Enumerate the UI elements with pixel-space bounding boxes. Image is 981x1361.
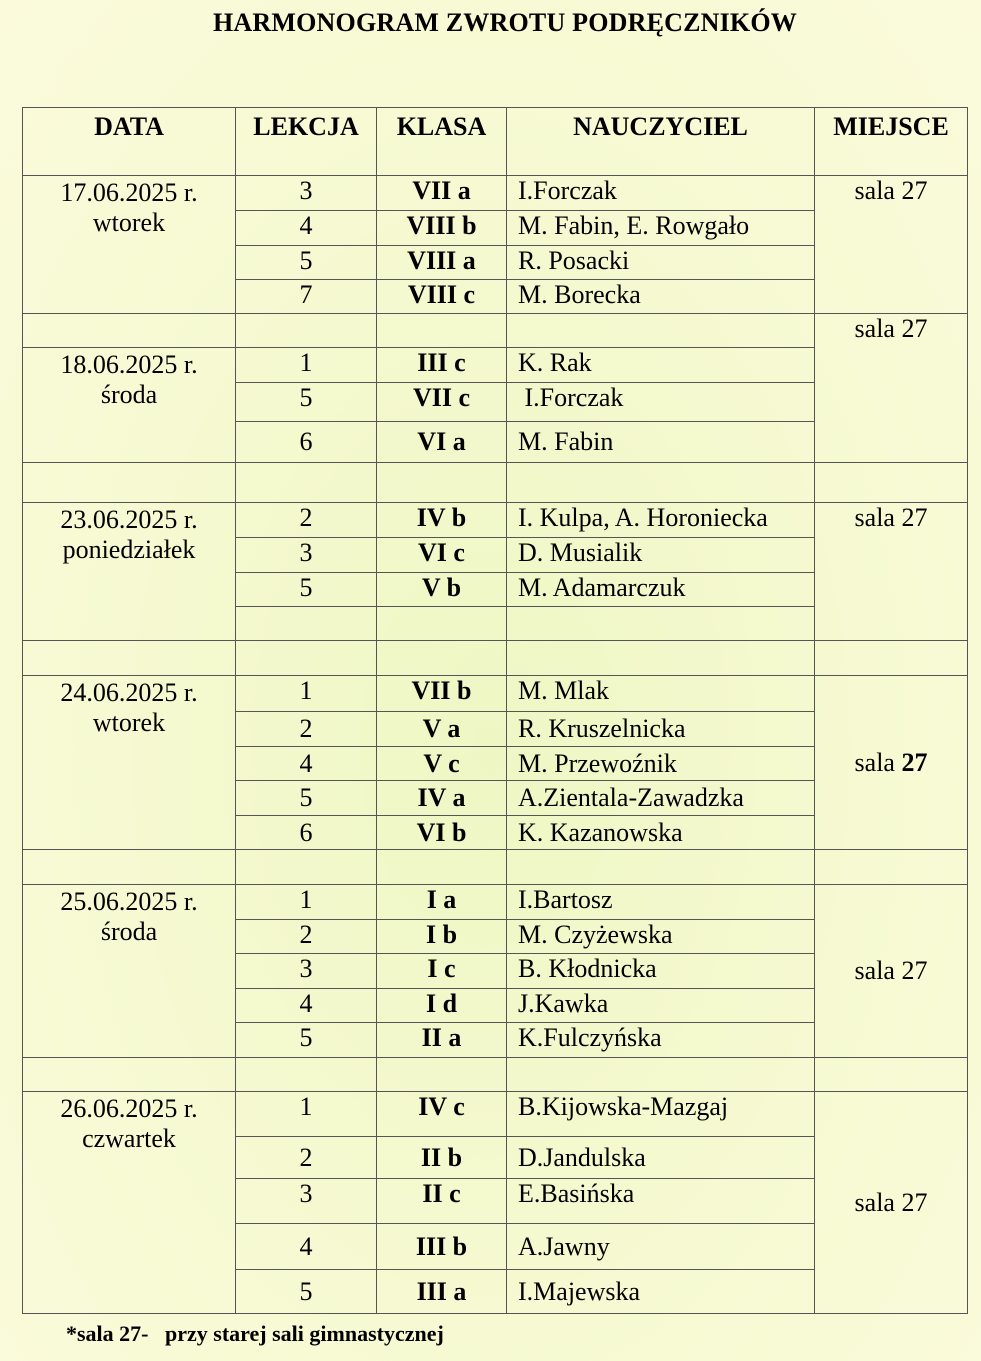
spacer-row (23, 1058, 968, 1092)
lekcja-cell: 5 (236, 1023, 377, 1058)
empty-cell (815, 1058, 968, 1092)
klasa-cell: I c (377, 954, 507, 989)
empty-cell (377, 641, 507, 676)
lekcja-cell: 1 (236, 1092, 377, 1137)
teacher-cell: M. Czyżewska (507, 920, 815, 954)
lekcja-cell: 3 (236, 176, 377, 211)
room-cell: sala 27 (815, 314, 968, 463)
teacher-cell: I.Forczak (507, 176, 815, 211)
date: 25.06.2025 r. (60, 887, 198, 916)
teacher-cell: M. Przewoźnik (507, 747, 815, 781)
weekday: środa (100, 380, 158, 409)
teacher-cell: M. Borecka (507, 280, 815, 314)
klasa-cell: VII c (377, 383, 507, 422)
klasa-cell: II c (377, 1179, 507, 1224)
weekday: poniedziałek (62, 535, 196, 564)
lekcja-cell: 4 (236, 747, 377, 781)
room-number: 27 (901, 747, 928, 777)
klasa-cell: VII a (377, 176, 507, 211)
lekcja-cell: 5 (236, 573, 377, 607)
room-cell: sala 27 (815, 503, 968, 641)
footnote: *sala 27- przy starej sali gimnastycznej (66, 1321, 444, 1346)
empty-cell (236, 1058, 377, 1092)
table-row (23, 885, 968, 920)
klasa-cell: II a (377, 1023, 507, 1058)
header-nauczyciel: NAUCZYCIEL (507, 108, 815, 176)
room-prefix: sala (854, 747, 902, 777)
klasa-cell: VIII c (377, 280, 507, 314)
date-cell (23, 503, 236, 641)
date: 24.06.2025 r. (60, 678, 198, 707)
page-title: HARMONOGRAM ZWROTU PODRĘCZNIKÓW (213, 8, 797, 37)
empty-cell (377, 314, 507, 348)
date-cell (23, 885, 236, 1058)
table-row (23, 176, 968, 211)
empty-cell (815, 641, 968, 676)
date: 23.06.2025 r. (60, 505, 198, 534)
teacher-cell: D.Jandulska (507, 1137, 815, 1179)
teacher-cell: K. Rak (507, 348, 815, 383)
lekcja-cell: 7 (236, 280, 377, 314)
date: 18.06.2025 r. (60, 350, 198, 379)
lekcja-cell: 1 (236, 348, 377, 383)
header-miejsce: MIEJSCE (815, 108, 968, 176)
date: 26.06.2025 r. (60, 1094, 198, 1123)
klasa-cell: III c (377, 348, 507, 383)
weekday: czwartek (82, 1124, 176, 1153)
empty-cell (815, 850, 968, 885)
empty-cell (377, 1058, 507, 1092)
klasa-cell: IV c (377, 1092, 507, 1137)
empty-cell (236, 607, 377, 641)
date: 17.06.2025 r. (60, 178, 198, 207)
spacer-row (23, 463, 968, 503)
lekcja-cell: 2 (236, 920, 377, 954)
klasa-cell: III b (377, 1224, 507, 1270)
lekcja-cell: 2 (236, 1137, 377, 1179)
header-klasa: KLASA (377, 108, 507, 176)
room-cell: sala 27 (815, 1092, 968, 1314)
table-row (23, 503, 968, 538)
klasa-cell: VIII a (377, 246, 507, 280)
room-cell: sala 27 (815, 176, 968, 314)
teacher-cell: M. Fabin, E. Rowgało (507, 211, 815, 246)
teacher-cell: A.Zientala-Zawadzka (507, 781, 815, 816)
klasa-cell: I b (377, 920, 507, 954)
lekcja-cell: 1 (236, 885, 377, 920)
empty-cell (23, 850, 236, 885)
weekday: wtorek (92, 208, 166, 237)
table-row (23, 676, 968, 712)
empty-cell (507, 850, 815, 885)
room-cell (815, 676, 968, 850)
klasa-cell: I d (377, 989, 507, 1023)
spacer-row (23, 314, 968, 348)
empty-cell (23, 463, 236, 503)
teacher-cell: K. Kazanowska (507, 816, 815, 850)
lekcja-cell: 2 (236, 503, 377, 538)
empty-cell (23, 641, 236, 676)
empty-cell (507, 607, 815, 641)
teacher-cell: R. Kruszelnicka (507, 712, 815, 747)
lekcja-cell: 1 (236, 676, 377, 712)
lekcja-cell: 4 (236, 211, 377, 246)
lekcja-cell: 5 (236, 383, 377, 422)
teacher-cell: M. Adamarczuk (507, 573, 815, 607)
schedule-table (22, 107, 968, 1314)
teacher-cell: I.Forczak (507, 383, 815, 422)
lekcja-cell: 4 (236, 1224, 377, 1270)
header-lekcja: LEKCJA (236, 108, 377, 176)
lekcja-cell: 3 (236, 538, 377, 573)
empty-cell (507, 314, 815, 348)
empty-cell (507, 463, 815, 503)
lekcja-cell: 3 (236, 1179, 377, 1224)
lekcja-cell: 5 (236, 1270, 377, 1314)
lekcja-cell: 5 (236, 781, 377, 816)
klasa-cell: I a (377, 885, 507, 920)
empty-cell (23, 1058, 236, 1092)
teacher-cell: A.Jawny (507, 1224, 815, 1270)
teacher-cell: M. Fabin (507, 422, 815, 463)
lekcja-cell: 5 (236, 246, 377, 280)
room-cell: sala 27 (815, 885, 968, 1058)
lekcja-cell: 3 (236, 954, 377, 989)
weekday: środa (100, 917, 158, 946)
teacher-cell: E.Basińska (507, 1179, 815, 1224)
teacher-cell: K.Fulczyńska (507, 1023, 815, 1058)
teacher-cell: B.Kijowska-Mazgaj (507, 1092, 815, 1137)
teacher-cell: I.Majewska (507, 1270, 815, 1314)
klasa-cell: II b (377, 1137, 507, 1179)
empty-cell (236, 641, 377, 676)
klasa-cell: VI c (377, 538, 507, 573)
klasa-cell: VIII b (377, 211, 507, 246)
lekcja-cell: 6 (236, 816, 377, 850)
empty-cell (377, 850, 507, 885)
header-row (23, 108, 968, 176)
teacher-cell: I. Kulpa, A. Horoniecka (507, 503, 815, 538)
klasa-cell: III a (377, 1270, 507, 1314)
klasa-cell: VI a (377, 422, 507, 463)
teacher-cell: D. Musialik (507, 538, 815, 573)
header-data: DATA (23, 108, 236, 176)
empty-cell (236, 850, 377, 885)
spacer-row (23, 850, 968, 885)
date-cell (23, 176, 236, 314)
empty-cell (236, 463, 377, 503)
teacher-cell: B. Kłodnicka (507, 954, 815, 989)
date-cell (23, 348, 236, 463)
lekcja-cell: 4 (236, 989, 377, 1023)
klasa-cell: V a (377, 712, 507, 747)
date-cell (23, 1092, 236, 1314)
teacher-cell: M. Mlak (507, 676, 815, 712)
table-row (23, 1092, 968, 1137)
empty-cell (507, 641, 815, 676)
weekday: wtorek (92, 708, 166, 737)
teacher-cell: J.Kawka (507, 989, 815, 1023)
empty-cell (815, 463, 968, 503)
klasa-cell: V c (377, 747, 507, 781)
klasa-cell: V b (377, 573, 507, 607)
spacer-row (23, 641, 968, 676)
klasa-cell: VII b (377, 676, 507, 712)
teacher-cell: R. Posacki (507, 246, 815, 280)
klasa-cell: IV a (377, 781, 507, 816)
teacher-cell: I.Bartosz (507, 885, 815, 920)
klasa-cell: VI b (377, 816, 507, 850)
empty-cell (507, 1058, 815, 1092)
lekcja-cell: 6 (236, 422, 377, 463)
klasa-cell: IV b (377, 503, 507, 538)
date-cell (23, 676, 236, 850)
lekcja-cell: 2 (236, 712, 377, 747)
empty-cell (236, 314, 377, 348)
empty-cell (23, 314, 236, 348)
empty-cell (377, 463, 507, 503)
empty-cell (377, 607, 507, 641)
